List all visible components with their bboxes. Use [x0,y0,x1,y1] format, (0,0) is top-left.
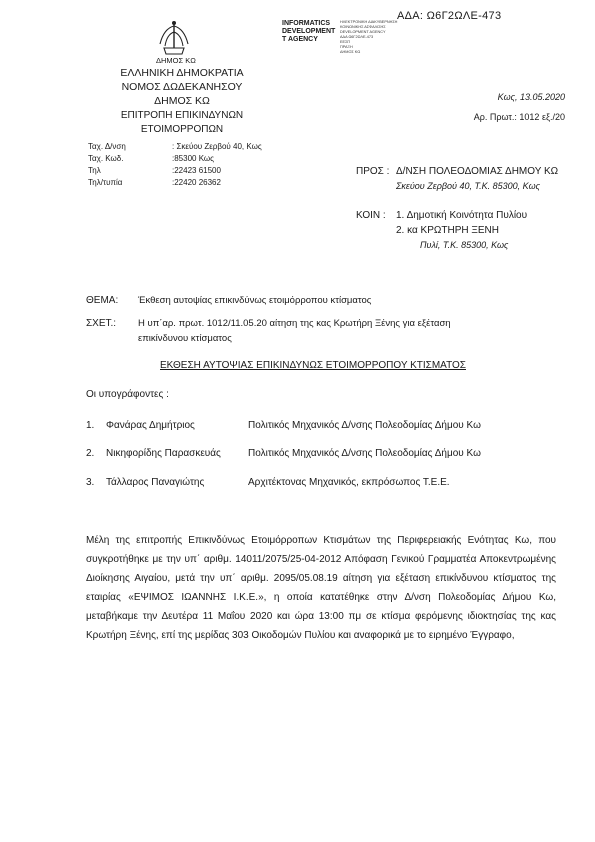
agency-small-line: DEVELOPMENT AGENCY [340,30,386,34]
report-title: ΕΚΘΕΣΗ ΑΥΤΟΨΙΑΣ ΕΠΙΚΙΝΔΥΝΩΣ ΕΤΟΙΜΟΡΡΟΠΟΥ ΚΤΙΣΜΑΤΟΣ [160,360,466,371]
related-line-2: επικίνδυνου κτίσματος [138,333,232,344]
contact-label: Ταχ. Κωδ. [88,154,124,163]
agency-logo [282,20,335,44]
header-municipality: ΔΗΜΟΣ ΚΩ [154,95,210,107]
contact-label: Ταχ. Δ/νση [88,142,126,151]
to-recipient: Δ/ΝΣΗ ΠΟΛΕΟΔΟΜΙΑΣ ΔΗΜΟΥ ΚΩ [396,166,559,177]
related-line-1: Η υπ΄αρ. πρωτ. 1012/11.05.20 αίτηση της κας Κρωτήρη Ξένης για εξέταση [138,318,451,329]
signatory-number: 2. [86,448,95,459]
cc-label: ΚΟΙΝ : [356,210,386,221]
signatories-intro: Οι υπογράφοντες : [86,389,169,400]
agency-small-line: ΕΕΣΠ [340,40,351,44]
agency-logo-line: T AGENCY [282,36,318,43]
to-label: ΠΡΟΣ : [356,166,390,177]
contact-label: Τηλ/τυπία [88,178,123,187]
contact-value: : Σκεύου Ζερβού 40, Κως [172,142,262,151]
cc-item-2: 2. κα ΚΡΩΤΗΡΗ ΞΕΝΗ [396,225,499,236]
agency-logo-smalltext [340,20,397,55]
agency-small-line: ΚΟΙΝΩΝΙΚΗΣ ΑΣΦΑΛΙΣΗΣ [340,25,386,29]
signatory-role: Πολιτικός Μηχανικός Δ/νσης Πολεοδομίας Δήμου Κω [248,420,481,431]
agency-logo-line: INFORMATICS [282,20,331,27]
document-date: Κως, 13.05.2020 [497,92,565,102]
signatory-role: Αρχιτέκτονας Μηχανικός, εκπρόσωπος Τ.Ε.Ε. [248,477,450,488]
contact-value: :85300 Κως [172,154,215,163]
signatory-number: 3. [86,477,95,488]
header-republic: ΕΛΛΗΝΙΚΗ ΔΗΜΟΚΡΑΤΙΑ [120,67,244,79]
related-label: ΣΧΕΤ.: [86,318,117,329]
body-paragraph: Μέλη της επιτροπής Επικινδύνως Ετοιμόρροπων Κτισμάτων της Περιφερειακής Ενότητας Κω, που συγκροτήθηκε με την υπ΄ αριθμ. 14011/2075/25-04-2012 Απόφαση Γενικού Γραμματέα Αποκεντρωμένης Διοίκησης Αιγαίου, μετά την υπ΄ αριθμ. 2095/05.08.19 αίτηση για εξέταση επικίνδυνου κτίσματος της εταιρίας «ΕΨΙΜΟΣ ΙΩΑΝΝΗΣ Ι.Κ.Ε.», η οποία κατατέθηκε στην Δ/νση Πολεοδομίας Δήμου Κω, μεταβήκαμε την Δευτέρα 11 Μαΐου 2020 και ώρα 13:00 πμ σε κτίσμα φερόμενης ιδιοκτησίας της κας Κρωτήρη Ξένης, επί της μερίδας 303 Οικοδομών Πυλίου και αναφορικά με το ειρημένο Έγγραφο, [86,535,556,641]
signatory-name: Νικηφορίδης Παρασκευάς [106,448,221,459]
header-prefecture: ΝΟΜΟΣ ΔΩΔΕΚΑΝΗΣΟΥ [121,81,243,93]
signatory-role: Πολιτικός Μηχανικός Δ/νσης Πολεοδομίας Δήμου Κω [248,448,481,459]
contact-value: :22423 61500 [172,166,221,175]
cc-item-2-address: Πυλί, Τ.Κ. 85300, Κως [420,240,509,250]
signatory-number: 1. [86,420,95,431]
protocol-number: Αρ. Πρωτ.: 1012 εξ./20 [473,112,565,122]
signatory-name: Φανάρας Δημήτριος [106,420,195,431]
agency-small-line: ΠΡΑΞΗ [340,45,353,49]
signatory-name: Τάλλαρος Παναγιώτης [106,477,205,488]
contact-value: :22420 26362 [172,178,221,187]
agency-small-line: ΑΔΑ Ω6Γ2ΩΛΕ-473 [340,35,374,39]
subject-label: ΘΕΜΑ: [86,295,119,306]
cc-item-1: 1. Δημοτική Κοινότητα Πυλίου [396,210,528,221]
subject-text: Έκθεση αυτοψίας επικινδύνως ετοιμόρροπου κτίσματος [138,295,372,306]
contact-label: Τηλ [88,166,101,175]
header-committee: ΕΠΙΤΡΟΠΗ ΕΠΙΚΙΝΔΥΝΩΝ [120,110,244,121]
header-committee-2: ΕΤΟΙΜΟΡΡΟΠΩΝ [140,124,224,135]
agency-small-line: ΔΗΜΟΣ ΚΩ [340,50,361,54]
agency-small-line: ΗΛΕΚΤΡΟΝΙΚΗ ΔΙΑΚΥΒΕΡΝΗΣΗ [340,20,398,24]
to-address: Σκεύου Ζερβού 40, Τ.Κ. 85300, Κως [396,181,540,191]
emblem-label: ΔΗΜΟΣ ΚΩ [156,56,196,65]
agency-logo-line: DEVELOPMENT [282,28,336,35]
ada-code: ΑΔΑ: Ω6Γ2ΩΛΕ-473 [397,10,502,22]
